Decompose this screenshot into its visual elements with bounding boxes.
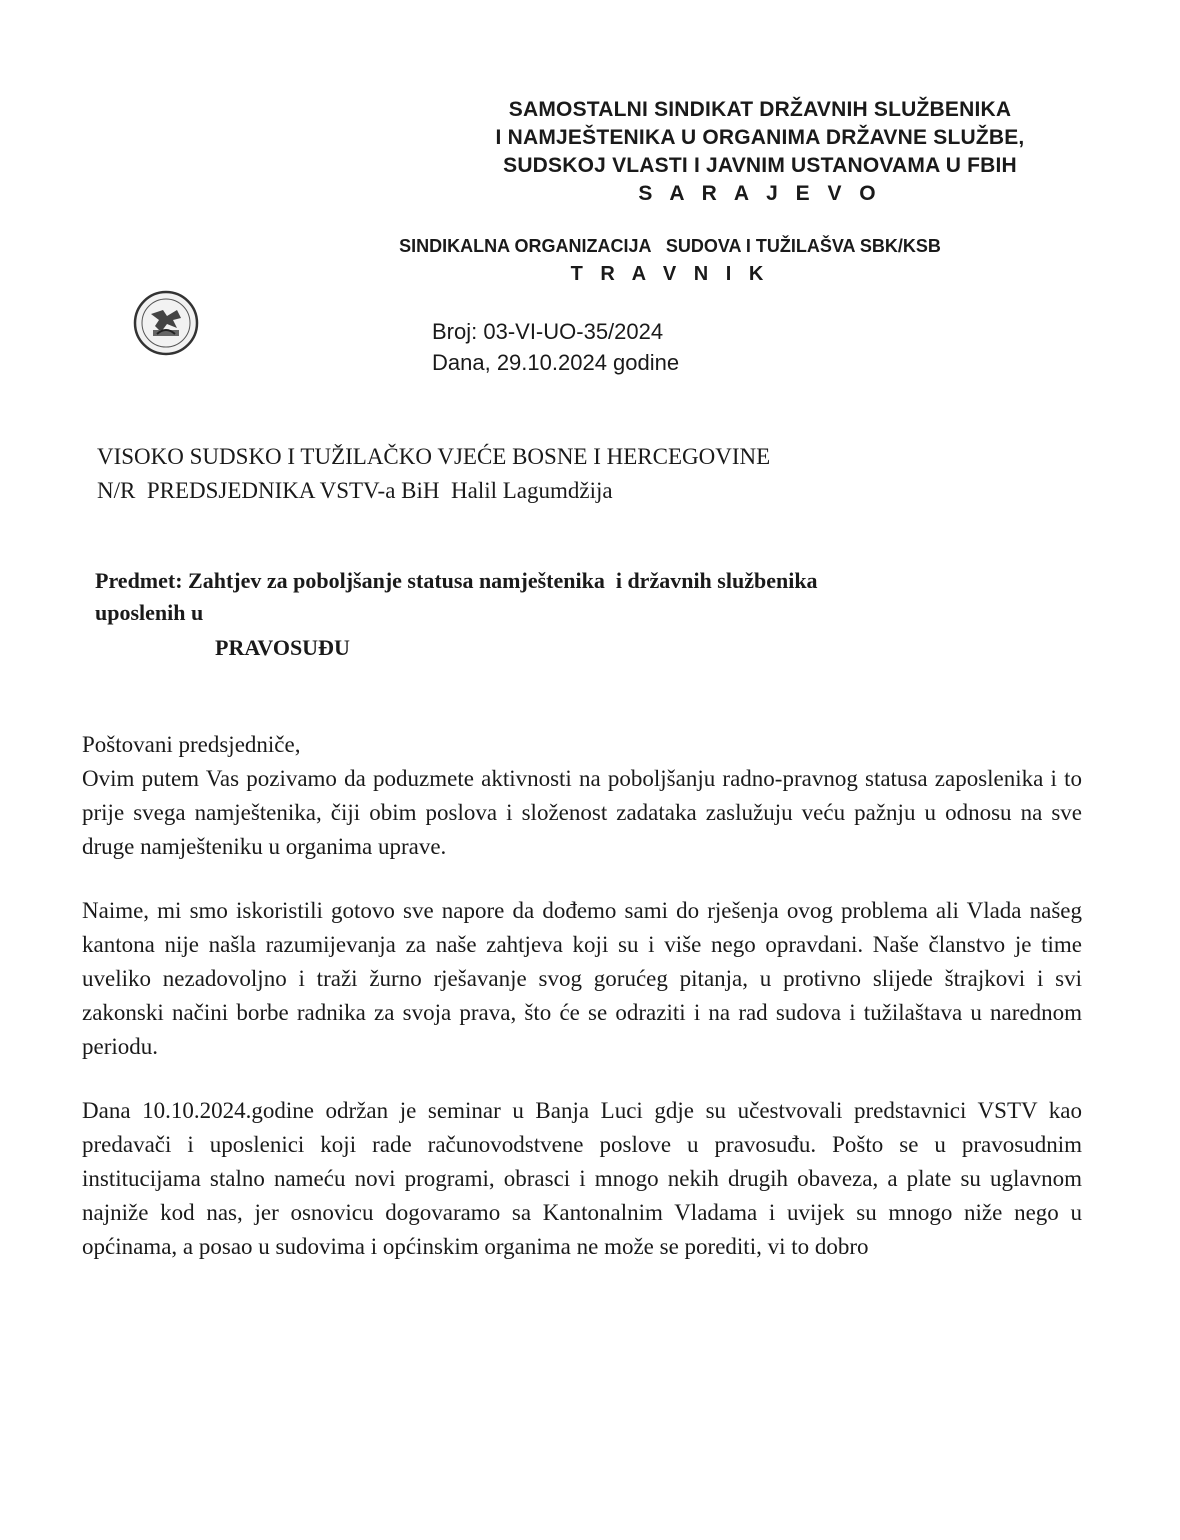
- union-name-line-1: SAMOSTALNI SINDIKAT DRŽAVNIH SLUŽBENIKA: [508, 98, 1012, 121]
- organization-header: [320, 232, 1020, 288]
- paragraph-1: Ovim putem Vas pozivamo da poduzmete aktivnosti na poboljšanju radno-pravnog statusa zaposlenika i to prije svega namještenika, čiji obim poslova i složenost zadataka zaslužuju veću pažnju u odnosu na sve druge namješteniku u organima uprave.: [82, 766, 1082, 859]
- subject-line-3: PRAVOSUĐU: [215, 635, 350, 660]
- subject-line-1: Predmet: Zahtjev za poboljšanje statusa namještenika i državnih službenika: [95, 568, 818, 593]
- reference-number: Broj: 03-VI-UO-35/2024: [432, 319, 664, 344]
- recipient-block: [97, 440, 997, 508]
- union-seal-icon: [133, 290, 199, 356]
- union-city: S A R A J E V O: [638, 182, 882, 205]
- organization-city: T R A V N I K: [570, 263, 770, 285]
- union-name-line-2: I NAMJEŠTENIKA U ORGANIMA DRŽAVNE SLUŽBE,: [495, 126, 1025, 149]
- union-header: [440, 96, 1080, 208]
- recipient-line-1: VISOKO SUDSKO I TUŽILAČKO VJEĆE BOSNE I HERCEGOVINE: [97, 444, 771, 469]
- recipient-line-2: N/R PREDSJEDNIKA VSTV-a BiH Halil Lagumdžija: [97, 478, 613, 503]
- paragraph-3: Dana 10.10.2024.godine održan je seminar u Banja Luci gdje su učestvovali predstavnici VSTV kao predavači i uposlenici koji rade računovodstvene poslove u pravosuđu. Pošto se u pravosudnim institucijama stalno nameću novi programi, obrasci i mnogo nekih drugih obaveza, a plate su uglavnom najniže kod nas, jer osnovicu dogovaramo sa Kantonalnim Vladama i uvijek su mnogo niže nego u općinama, a posao u sudovima i općinskim organima ne može se porediti, vi to dobro: [82, 1098, 1082, 1259]
- subject-line-2: uposlenih u: [95, 600, 204, 625]
- letter-body: [82, 728, 1082, 1264]
- organization-name: SINDIKALNA ORGANIZACIJA SUDOVA I TUŽILAŠVA SBK/KSB: [399, 236, 941, 256]
- greeting: Poštovani predsjedniče,: [82, 732, 301, 757]
- reference-block: [432, 316, 679, 378]
- reference-date: Dana, 29.10.2024 godine: [432, 350, 680, 375]
- paragraph-2: Naime, mi smo iskoristili gotovo sve napore da dođemo sami do rješenja ovog problema ali Vlada našeg kantona nije našla razumijevanja za naše zahtjeva koji su i više nego opravdani. Naše članstvo je time uveliko nezadovoljno i traži žurno rješavanje svog gorućeg pitanja, u protivno slijede štrajkovi i svi zakonski načini borbe radnika za svoja prava, što će se odraziti i na rad sudova i tužilaštava u narednom periodu.: [82, 898, 1082, 1059]
- subject-block: [95, 565, 1055, 664]
- union-name-line-3: SUDSKOJ VLASTI I JAVNIM USTANOVAMA U FBIH: [503, 154, 1017, 177]
